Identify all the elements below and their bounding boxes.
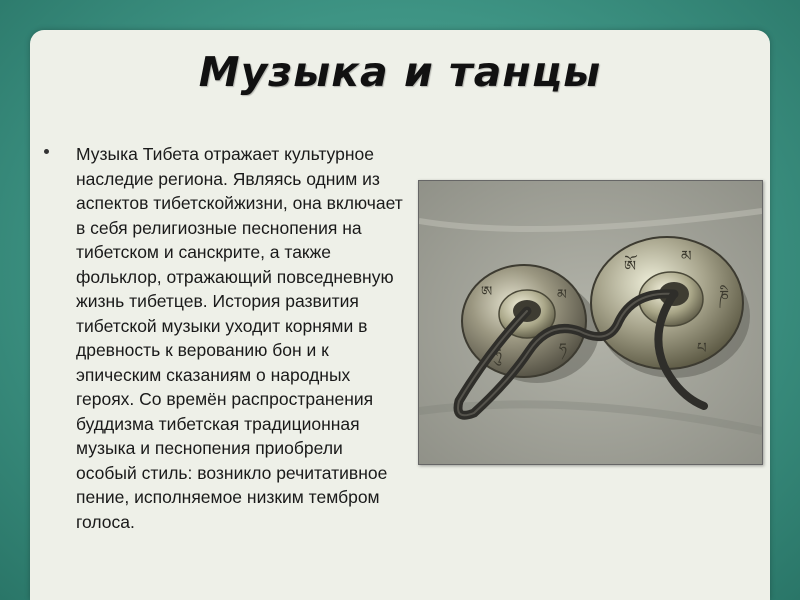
tingsha-cymbals-image — [419, 181, 762, 464]
svg-text:ཨོ: ཨོ — [624, 257, 637, 275]
svg-text:མ: མ — [681, 247, 692, 265]
svg-text:པ: པ — [697, 339, 707, 357]
slide-panel — [30, 30, 770, 600]
svg-text:མ: མ — [557, 287, 567, 303]
body-paragraph: Музыка Тибета отражает культурное наследие региона. Являясь одним из аспектов тибетскойжизни, она включает в себя религиозные песнопения на тибетском и санскрите, а также фольклор, отражающий повседневную жизнь тибетцев. История развития тибетской музыки уходит корнями в древность к верованию бон и к эпическим сказаниям о народных героях. Со времён распространения буддизма тибетская традиционная музыка и песнопения приобрели особый стиль: возникло речитативное пение, исполняемое низким тембром голоса. — [76, 144, 403, 532]
bullet-point-icon — [44, 149, 49, 154]
svg-text:ཧ: ཧ — [559, 341, 567, 357]
svg-text:ཎི: ཎི — [719, 287, 730, 305]
svg-text:ཧུ: ཧུ — [494, 347, 502, 363]
svg-text:ཨ: ཨ — [481, 284, 493, 300]
slide-title: Музыка и танцы — [198, 48, 602, 96]
cymbals-photo — [418, 180, 763, 465]
